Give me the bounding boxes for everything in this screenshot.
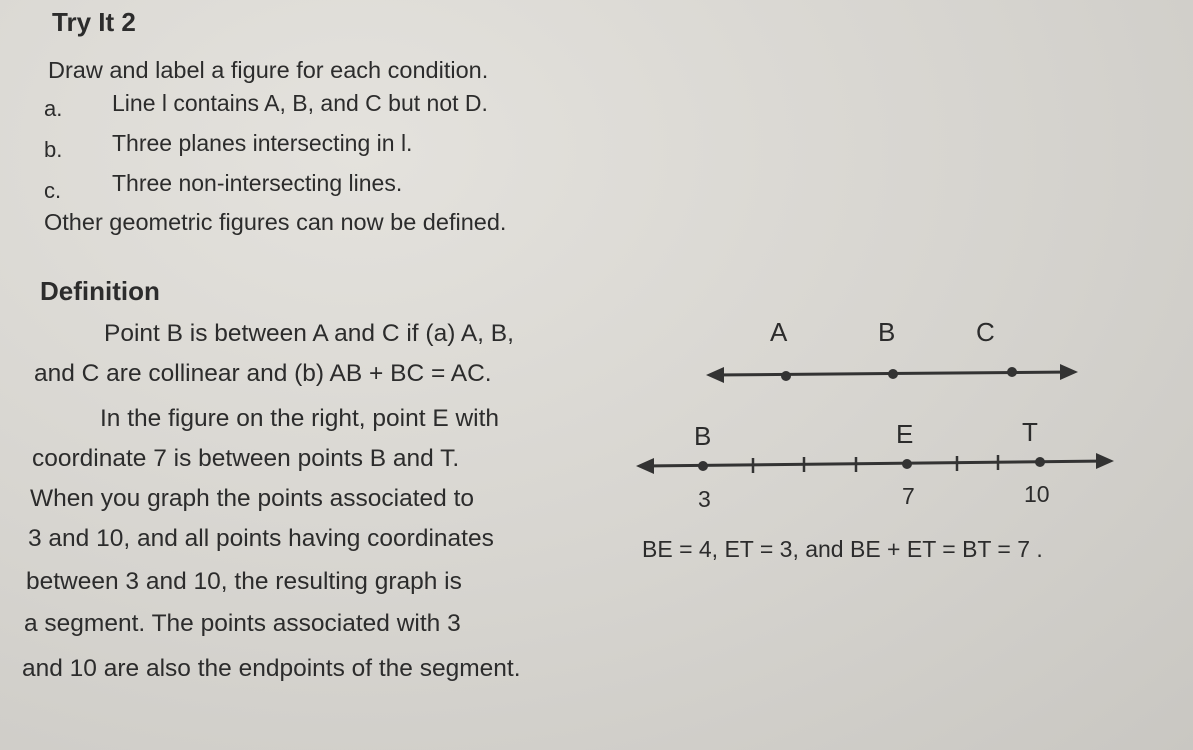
figure2-point-b xyxy=(698,461,708,471)
definition-line-2: and C are collinear and (b) AB + BC = AC. xyxy=(34,360,492,387)
figure2-number-line xyxy=(636,453,1114,474)
definition-line-9: and 10 are also the endpoints of the segment. xyxy=(22,655,521,682)
figure2-right-arrow xyxy=(1096,453,1114,469)
definition-line-7: between 3 and 10, the resulting graph is xyxy=(26,568,462,595)
item-c-letter: c. xyxy=(44,178,62,203)
definition-line-5: When you graph the points associated to xyxy=(30,485,475,512)
figure1-right-arrow xyxy=(1060,364,1078,380)
closing-sentence: Other geometric figures can now be defined. xyxy=(44,209,507,235)
figure1-left-arrow xyxy=(706,367,724,383)
figure1-line xyxy=(706,364,1078,383)
try-it-title: Try It 2 xyxy=(52,7,136,37)
figure2-coordinate-3: 3 xyxy=(698,486,711,512)
figure1-label-c: C xyxy=(976,317,995,347)
item-c-text: Three non-intersecting lines. xyxy=(112,170,403,196)
figure1-label-a: A xyxy=(770,317,788,347)
figure2-coordinate-10: 10 xyxy=(1024,481,1050,507)
figure1-label-b: B xyxy=(878,317,896,347)
item-b-text: Three planes intersecting in l. xyxy=(112,130,413,156)
figure2-coordinate-7: 7 xyxy=(902,483,915,509)
figure1-point-c xyxy=(1007,367,1017,377)
segment-equation: BE = 4, ET = 3, and BE + ET = BT = 7 . xyxy=(642,536,1043,562)
figure1-point-a xyxy=(781,371,791,381)
figure1-point-b xyxy=(888,369,898,379)
figure2-point-e xyxy=(902,459,912,469)
figure2-point-t xyxy=(1035,457,1045,467)
definition-line-6: 3 and 10, and all points having coordinates xyxy=(28,525,494,552)
item-a-text: Line l contains A, B, and C but not D. xyxy=(112,90,488,116)
item-b-letter: b. xyxy=(44,137,63,162)
item-a-letter: a. xyxy=(44,96,63,121)
definition-heading: Definition xyxy=(40,276,160,306)
figure2-label-b: B xyxy=(694,421,712,451)
figure2-label-e: E xyxy=(896,419,914,449)
try-it-instruction: Draw and label a figure for each condition. xyxy=(48,57,489,83)
definition-line-8: a segment. The points associated with 3 xyxy=(24,610,461,637)
definition-line-4: coordinate 7 is between points B and T. xyxy=(32,445,460,472)
definition-line-1: Point B is between A and C if (a) A, B, xyxy=(104,320,514,347)
figure2-label-t: T xyxy=(1022,417,1038,447)
definition-line-3: In the figure on the right, point E with xyxy=(100,405,500,432)
figure2-left-arrow xyxy=(636,458,654,474)
